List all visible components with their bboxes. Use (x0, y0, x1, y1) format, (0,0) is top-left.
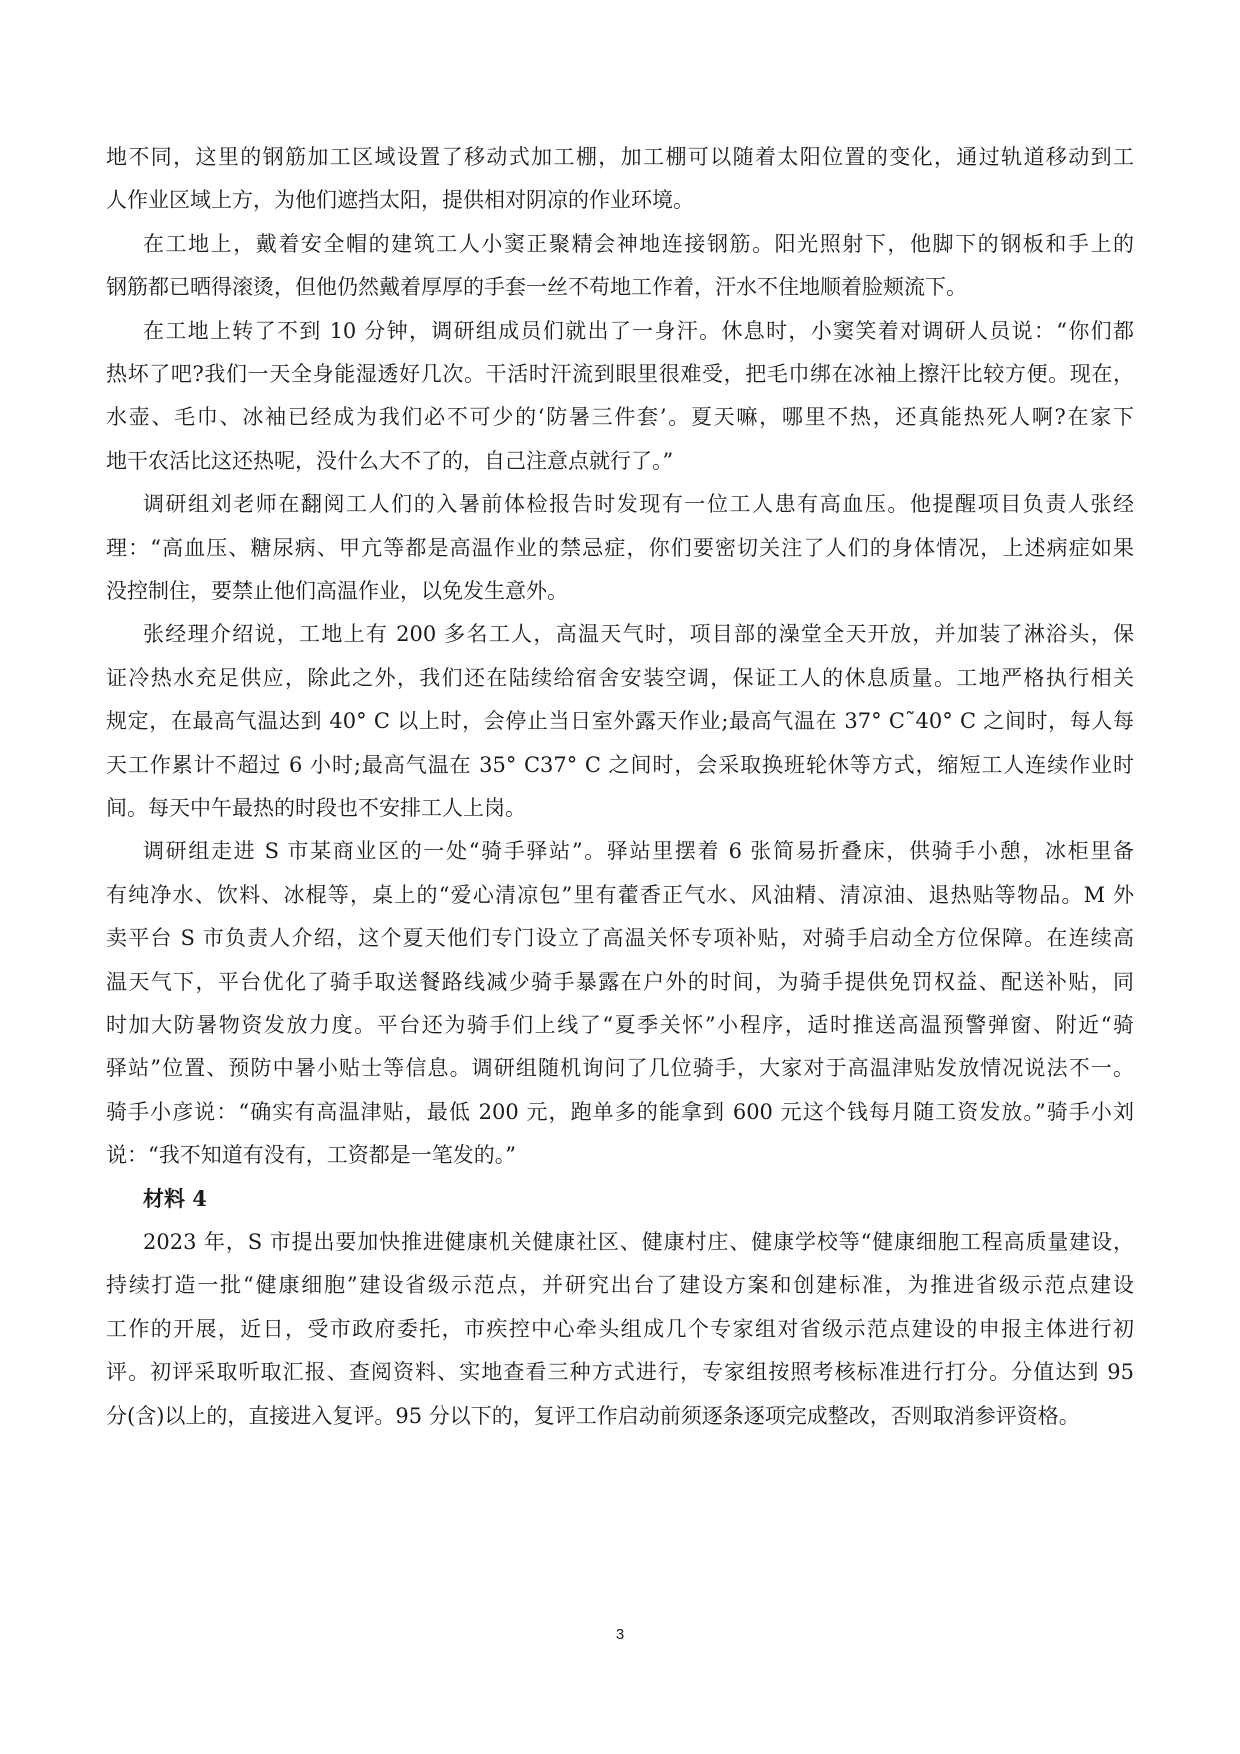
text-line: 温天气下，平台优化了骑手取送餐路线减少骑手暴露在户外的时间，为骑手提供免罚权益、配送补贴，同 (106, 969, 1134, 994)
text-line: 人作业区域上方，为他们遮挡太阳，提供相对阴凉的作业环境。 (106, 188, 694, 213)
text-line: 调研组刘老师在翻阅工人们的入暑前体检报告时发现有一位工人患有高血压。他提醒项目负责人张经 (143, 492, 1134, 517)
text-line: 规定，在最高气温达到 40° C 以上时，会停止当日室外露天作业;最高气温在 37° C˜40° C 之间时，每人每 (106, 709, 1134, 734)
text-line: 水壶、毛巾、冰袖已经成为我们必不可少的‘防暑三件套’。夏天嘛，哪里不热，还真能热死人啊?在家下 (106, 405, 1134, 430)
text-line: 没控制住，要禁止他们高温作业，以免发生意外。 (106, 579, 568, 603)
text-line: 2023 年，S 市提出要加快推进健康机关健康社区、健康村庄、健康学校等“健康细胞工程高质量建设， (143, 1230, 1134, 1254)
text-line: 热坏了吧?我们一天全身能湿透好几次。干活时汗流到眼里很难受，把毛巾绑在冰袖上擦汗比较方便。现在， (106, 362, 1134, 386)
text-line: 间。每天中午最热的时段也不安排工人上岗。 (106, 796, 526, 820)
text-line: 工作的开展，近日，受市政府委托，市疾控中心牵头组成几个专家组对省级示范点建设的申报主体进行初 (106, 1316, 1134, 1341)
text-line: 在工地上，戴着安全帽的建筑工人小窦正聚精会神地连接钢筋。阳光照射下，他脚下的钢板和手上的 (143, 231, 1134, 256)
text-line: 地不同，这里的钢筋加工区域设置了移动式加工棚，加工棚可以随着太阳位置的变化，通过轨道移动到工 (106, 145, 1134, 169)
text-line: 持续打造一批“健康细胞”建设省级示范点，并研究出台了建设方案和创建标准，为推进省级示范点建设 (106, 1273, 1134, 1298)
text-line: 分(含)以上的，直接进入复评。95 分以下的，复评工作启动前须逐条逐项完成整改，否则取消参评资格。 (106, 1403, 1080, 1428)
text-line: 证冷热水充足供应，除此之外，我们还在陆续给宿舍安装空调，保证工人的休息质量。工地严格执行相关 (106, 665, 1134, 690)
text-line: 卖平台 S 市负责人介绍，这个夏天他们专门设立了高温关怀专项补贴，对骑手启动全方位保障。在连续高 (106, 926, 1134, 951)
text-line: 张经理介绍说，工地上有 200 多名工人，高温天气时，项目部的澡堂全天开放，并加装了淋浴头，保 (143, 622, 1134, 647)
text-line: 调研组走进 S 市某商业区的一处“骑手驿站”。驿站里摆着 6 张简易折叠床，供骑手小憩，冰柜里备 (143, 839, 1134, 864)
text-line: 材料 4 (143, 1185, 207, 1211)
text-line: 有纯净水、饮料、冰棍等，桌上的“爱心清凉包”里有藿香正气水、风油精、清凉油、退热贴等物品。M 外 (106, 882, 1134, 907)
text-line: 骑手小彦说：“确实有高温津贴，最低 200 元，跑单多的能拿到 600 元这个钱每月随工资发放。”骑手小刘 (106, 1099, 1134, 1124)
text-line: 评。初评采取听取汇报、查阅资料、实地查看三种方式进行，专家组按照考核标准进行打分。分值达到 95 (106, 1360, 1134, 1385)
text-line: 理：“高血压、糖尿病、甲亢等都是高温作业的禁忌症，你们要密切关注了人们的身体情况，上述病症如果 (106, 535, 1134, 560)
page-number: 3 (615, 1626, 625, 1643)
text-line: 说：“我不知道有没有，工资都是一笔发的。” (106, 1143, 516, 1168)
text-line: 时加大防暑物资发放力度。平台还为骑手们上线了“夏季关怀”小程序，适时推送高温预警弹窗、附近“骑 (106, 1013, 1134, 1037)
text-line: 地干农活比这还热呢，没什么大不了的，自己注意点就行了。” (106, 448, 674, 473)
text-line: 驿站”位置、预防中暑小贴士等信息。调研组随机询问了几位骑手，大家对于高温津贴发放情况说法不一。 (106, 1056, 1134, 1081)
text-line: 天工作累计不超过 6 小时;最高气温在 35° C37° C 之间时，会采取换班轮休等方式，缩短工人连续作业时 (106, 752, 1134, 777)
text-line: 在工地上转了不到 10 分钟，调研组成员们就出了一身汗。休息时，小窦笑着对调研人员说：“你们都 (143, 318, 1134, 343)
text-line: 钢筋都已晒得滚烫，但他仍然戴着厚厚的手套一丝不苟地工作着，汗水不住地顺着脸颊流下。 (106, 275, 967, 300)
